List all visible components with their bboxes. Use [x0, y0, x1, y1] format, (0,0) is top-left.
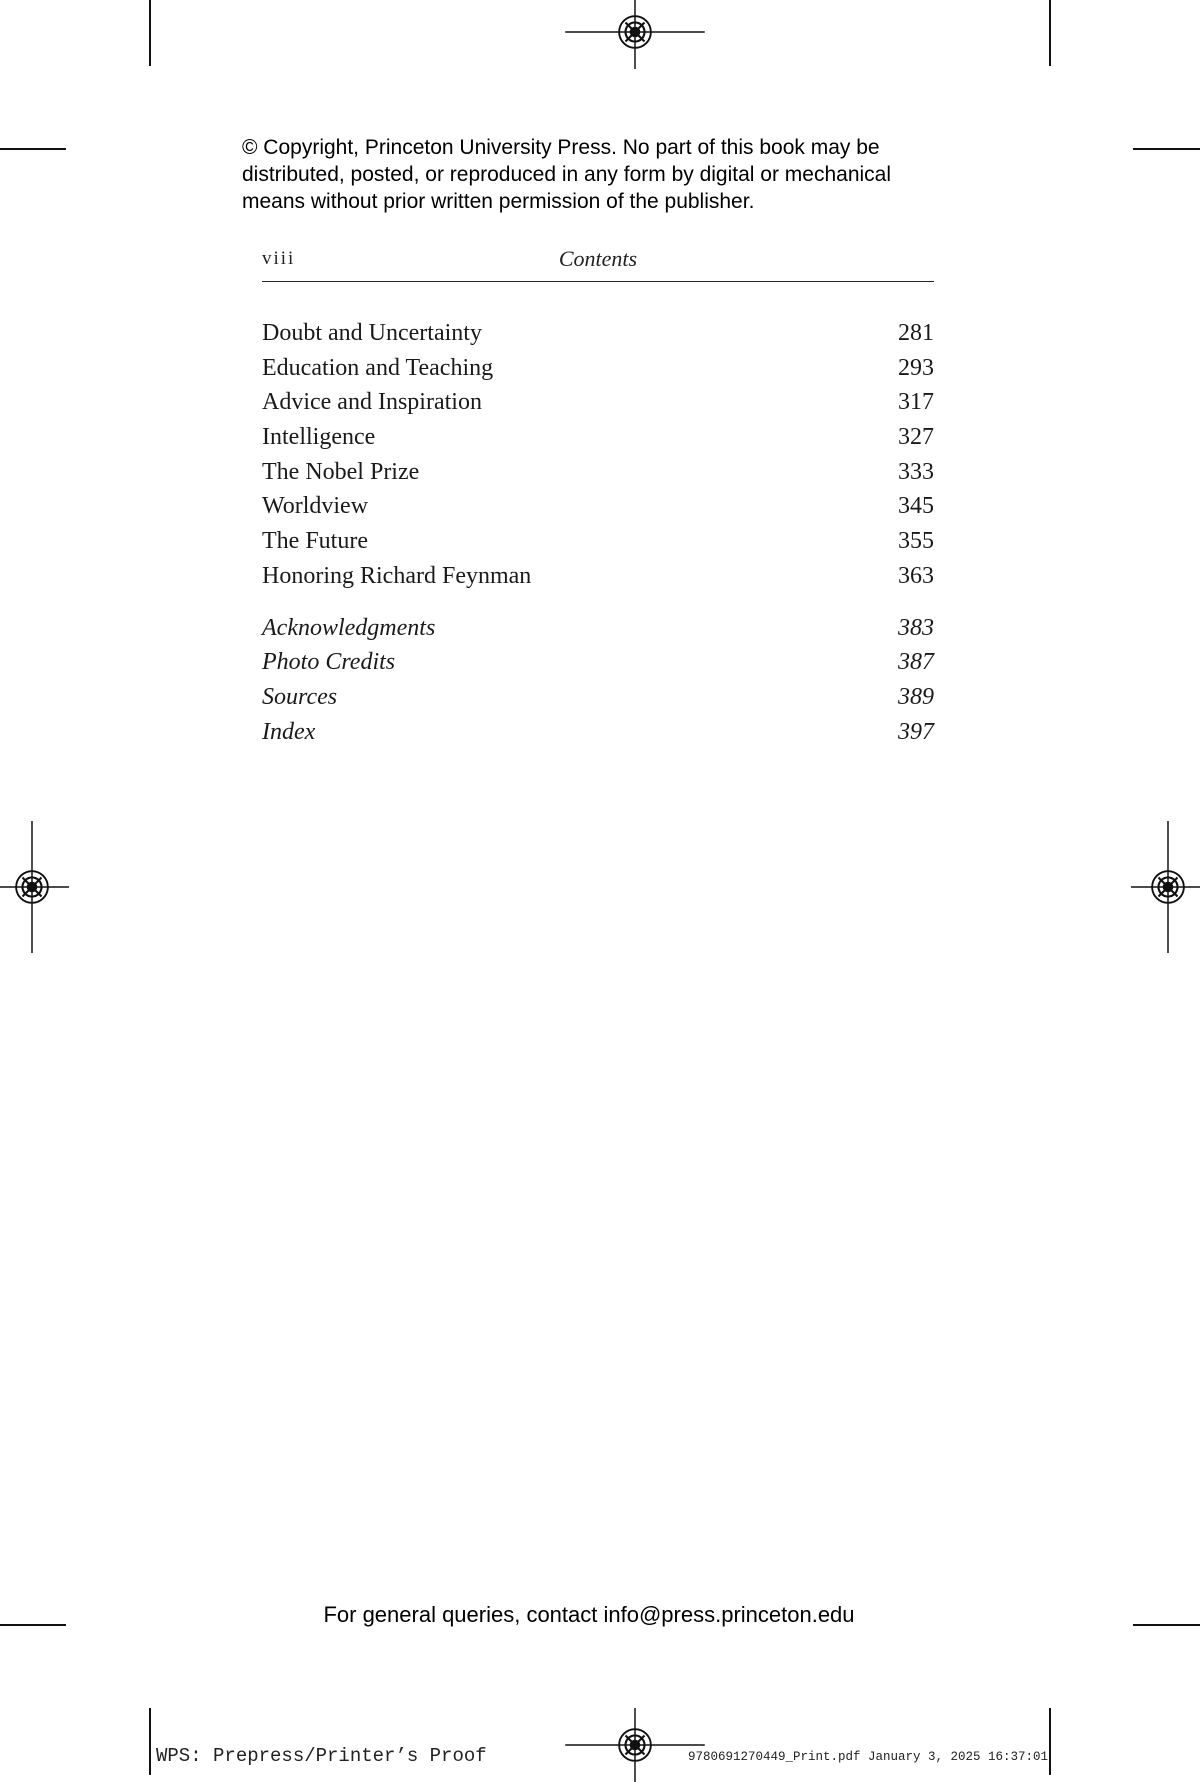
toc-entry-page: 383 [898, 614, 934, 641]
toc-entry-page: 293 [898, 354, 934, 381]
toc-entry-title: Sources [262, 683, 338, 710]
toc-entry-title: Worldview [262, 493, 369, 520]
toc-entry-page: 355 [898, 528, 934, 555]
toc-entry-title: Index [262, 718, 316, 745]
running-head [262, 244, 934, 282]
running-head-title: Contents [558, 246, 638, 271]
toc-entry-title: Intelligence [262, 424, 376, 451]
footer-contact: For general queries, contact info@press.princeton.edu [323, 1602, 855, 1627]
toc-entry-title: The Future [262, 528, 368, 555]
toc-entry-page: 317 [898, 389, 934, 416]
crop-mark-top-left [149, 0, 151, 66]
table-of-contents [262, 316, 934, 749]
toc-entry [262, 420, 934, 455]
crop-mark-right-upper [1133, 148, 1200, 150]
toc-entry [262, 455, 934, 490]
crop-mark-top-right [1049, 0, 1051, 66]
toc-entry-title: The Nobel Prize [262, 458, 420, 485]
proof-slug-left: WPS: Prepress/Printer’s Proof [156, 1745, 487, 1767]
page-folio: viii [262, 248, 296, 269]
crop-mark-left-upper [0, 148, 66, 150]
toc-entry-page: 327 [898, 424, 934, 451]
registration-target-icon-bottom [565, 1708, 705, 1782]
copyright-notice: © Copyright, Princeton University Press. No part of this book may be distributed, posted, or reproduced in any form by digital or mechanical means without prior written permission of the publisher. [242, 136, 892, 213]
toc-entry-title: Photo Credits [262, 649, 396, 676]
toc-entry-page: 389 [898, 683, 934, 710]
toc-entry-title: Advice and Inspiration [262, 389, 482, 416]
toc-entry-title: Honoring Richard Feynman [262, 562, 532, 589]
toc-entry [262, 645, 934, 680]
toc-entry [262, 611, 934, 646]
toc-entry-page: 333 [898, 458, 934, 485]
toc-entry-page: 345 [898, 493, 934, 520]
toc-entry-title: Doubt and Uncertainty [262, 320, 482, 346]
toc-entry [262, 715, 934, 750]
toc-entry [262, 316, 934, 351]
toc-entry [262, 524, 934, 559]
toc-entry [262, 559, 934, 594]
toc-entry [262, 385, 934, 420]
registration-target-icon-left [0, 821, 69, 953]
toc-entry [262, 489, 934, 524]
crop-mark-bottom-left [149, 1708, 151, 1775]
toc-entry-page: 281 [898, 320, 934, 346]
toc-chapters [262, 316, 934, 594]
toc-entry-page: 363 [898, 562, 934, 589]
registration-target-icon-right [1131, 821, 1200, 953]
toc-entry [262, 351, 934, 386]
toc-entry [262, 680, 934, 715]
proof-slug-right: 9780691270449_Print.pdf January 3, 2025 16:37:01 [687, 1750, 1048, 1764]
toc-entry-title: Education and Teaching [262, 354, 494, 381]
toc-group-spacer [262, 594, 934, 611]
toc-entry-page: 397 [898, 718, 934, 745]
toc-entry-title: Acknowledgments [262, 614, 436, 641]
toc-back-matter [262, 611, 934, 750]
toc-entry-page: 387 [898, 649, 934, 676]
crop-mark-bottom-right [1049, 1708, 1051, 1775]
registration-target-icon-top [565, 0, 705, 69]
